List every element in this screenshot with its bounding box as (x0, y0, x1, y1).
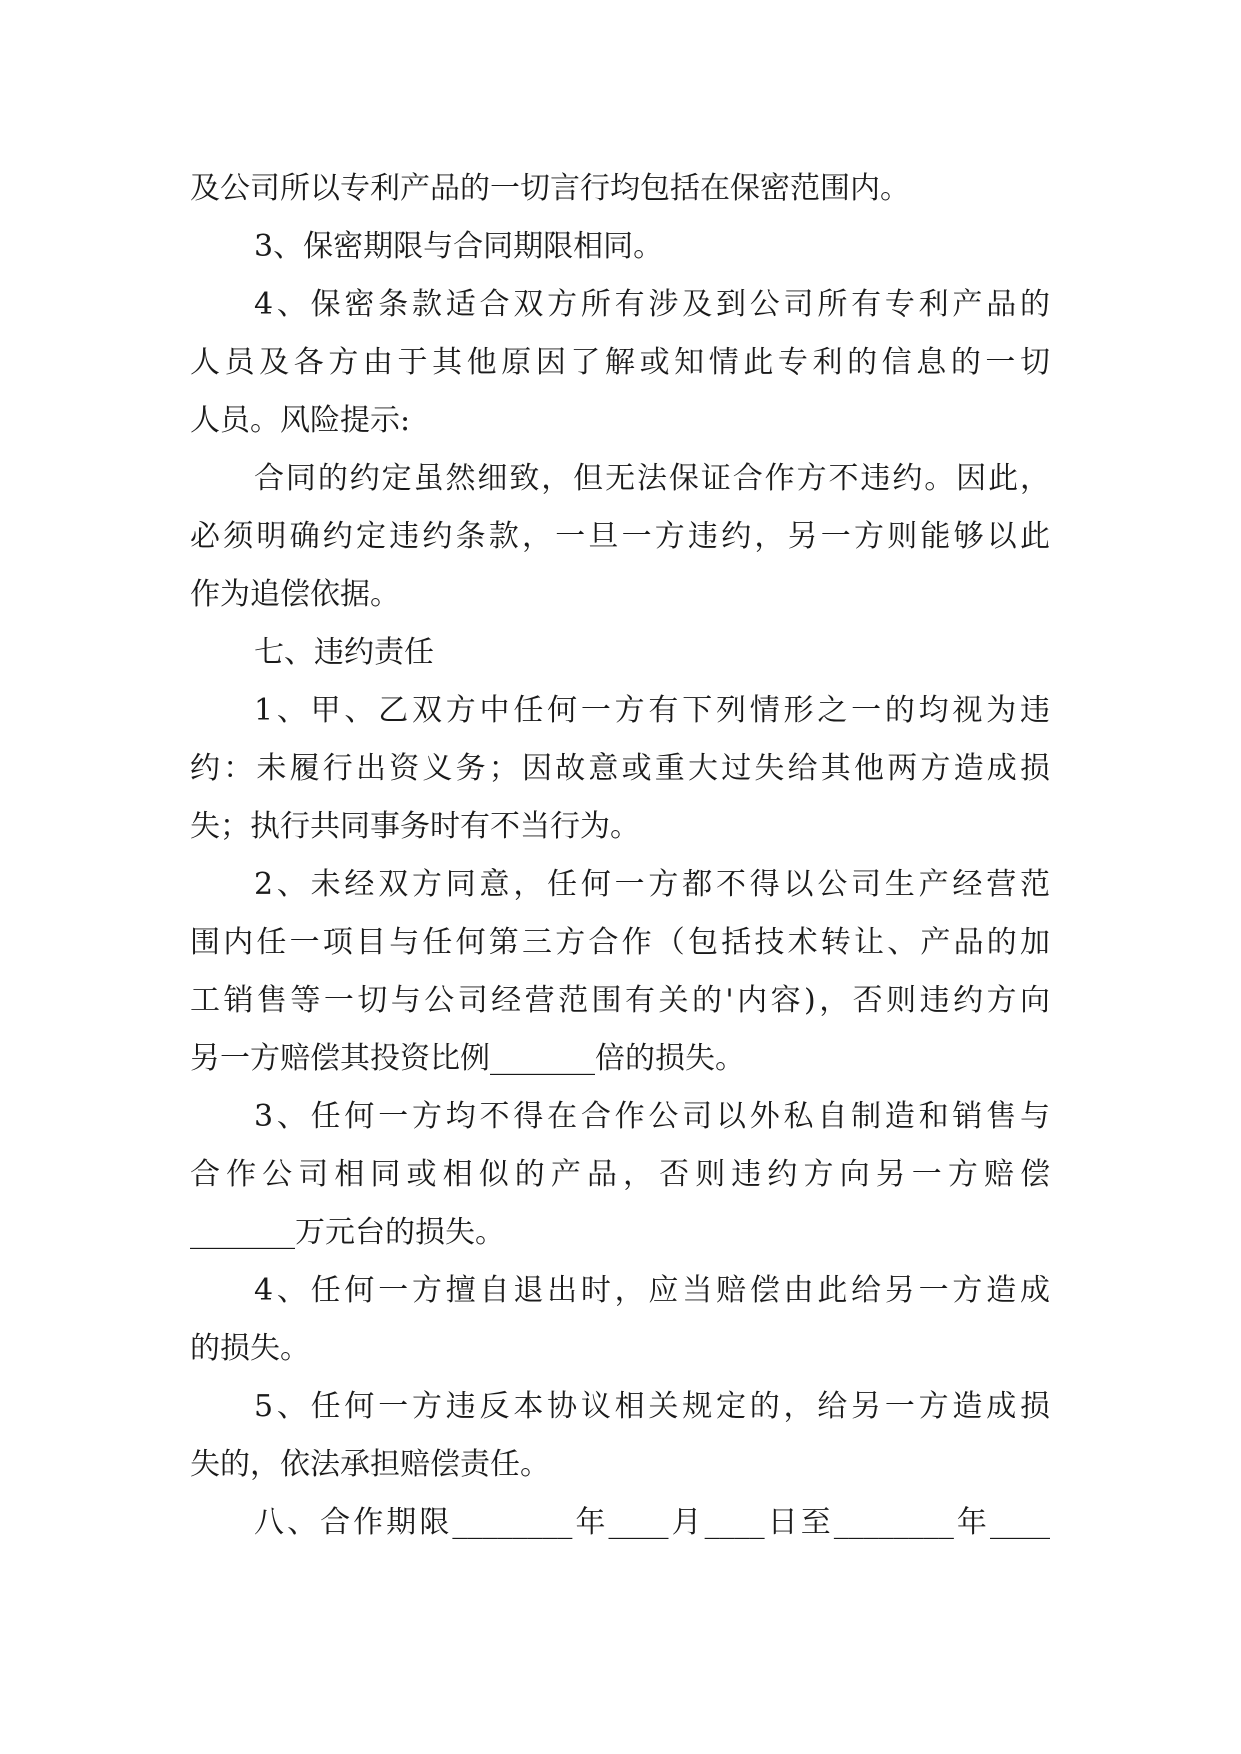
text-line: 的损失。 (190, 1331, 310, 1366)
text-line: 及公司所以专利产品的一切言行均包括在保密范围内。 (190, 171, 910, 206)
text-line: 约：未履行出资义务；因故意或重大过失给其他两方造成损 (190, 751, 1050, 786)
text-line: 合作公司相同或相似的产品，否则违约方向另一方赔偿 (190, 1157, 1050, 1192)
text-line: 失的，依法承担赔偿责任。 (190, 1447, 550, 1482)
section-heading: 八、合作期限________年____月____日至________年____ (254, 1505, 1050, 1540)
text-line: 1、甲、乙双方中任何一方有下列情形之一的均视为违 (254, 693, 1050, 728)
text-line: 失；执行共同事务时有不当行为。 (190, 809, 640, 844)
text-line: 2、未经双方同意，任何一方都不得以公司生产经营范 (254, 867, 1050, 902)
text-line: 作为追偿依据。 (190, 577, 400, 612)
text-line: 人员及各方由于其他原因了解或知情此专利的信息的一切 (190, 345, 1050, 380)
text-line: 工销售等一切与公司经营范围有关的'内容)，否则违约方向 (190, 983, 1050, 1018)
text-line: _______万元台的损失。 (190, 1215, 505, 1250)
text-line: 人员。风险提示: (190, 403, 411, 438)
text-line: 3、保密期限与合同期限相同。 (254, 229, 664, 264)
text-line: 5、任何一方违反本协议相关规定的，给另一方造成损 (254, 1389, 1050, 1424)
text-line: 4、任何一方擅自退出时，应当赔偿由此给另一方造成 (254, 1273, 1050, 1308)
text-line: 合同的约定虽然细致，但无法保证合作方不违约。因此， (254, 461, 1050, 496)
text-line: 3、任何一方均不得在合作公司以外私自制造和销售与 (254, 1099, 1050, 1134)
document-body (190, 160, 1050, 1552)
text-line: 必须明确约定违约条款，一旦一方违约，另一方则能够以此 (190, 519, 1050, 554)
section-heading: 七、违约责任 (254, 635, 434, 670)
text-line: 围内任一项目与任何第三方合作（包括技术转让、产品的加 (190, 925, 1050, 960)
text-line: 另一方赔偿其投资比例_______倍的损失。 (190, 1041, 745, 1076)
text-line: 4、保密条款适合双方所有涉及到公司所有专利产品的 (254, 287, 1050, 322)
